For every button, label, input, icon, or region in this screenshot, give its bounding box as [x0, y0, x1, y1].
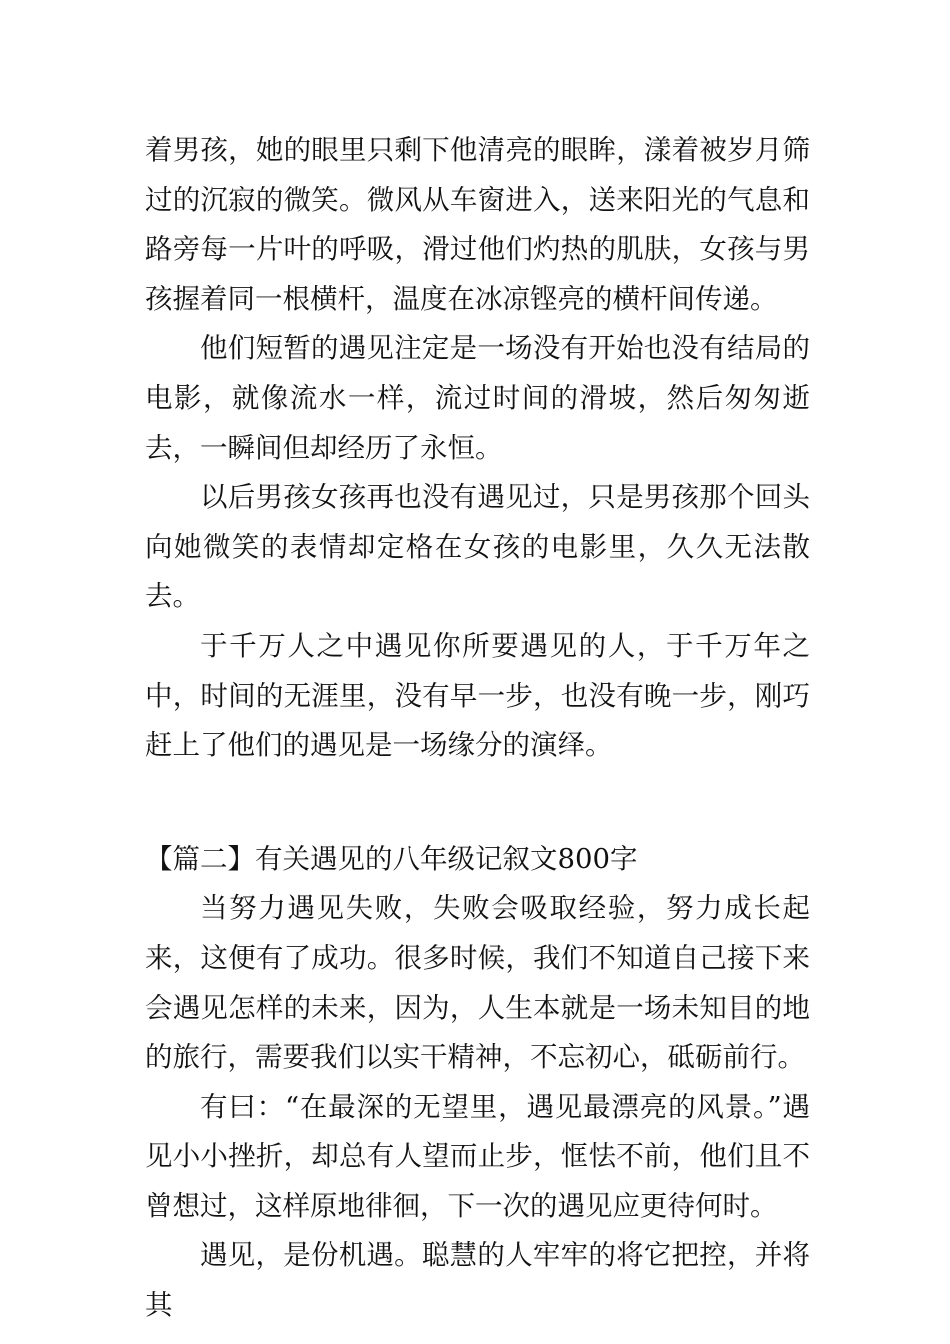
paragraph: 有曰：“在最深的无望里，遇见最漂亮的风景。”遇见小小挫折，却总有人望而止步，恇怯不前，他们且不曾想过，这样原地徘徊，下一次的遇见应更待何时。: [145, 1090, 810, 1222]
section-title: 【篇二】有关遇见的八年级记叙文800字: [145, 842, 638, 875]
paragraph: 以后男孩女孩再也没有遇见过，只是男孩那个回头向她微笑的表情却定格在女孩的电影里，久久无法散去。: [145, 481, 810, 613]
document-body: [145, 126, 810, 1331]
paragraph: 他们短暂的遇见注定是一场没有开始也没有结局的电影，就像流水一样，流过时间的滑坡，然后匆匆逝去，一瞬间但却经历了永恒。: [145, 332, 810, 464]
paragraph-truncated: 遇见，是份机遇。聪慧的人牢牢的将它把控，并将其: [145, 1239, 810, 1322]
paragraph: 于千万人之中遇见你所要遇见的人，于千万年之中，时间的无涯里，没有早一步，也没有晚一步，刚巧赶上了他们的遇见是一场缘分的演绎。: [145, 629, 810, 762]
paragraph-continued: 着男孩，她的眼里只剩下他清亮的眼眸，漾着被岁月筛过的沉寂的微笑。微风从车窗进入，送来阳光的气息和路旁每一片叶的呼吸，滑过他们灼热的肌肤，女孩与男孩握着同一根横杆，温度在冰凉铿亮的横杆间传递。: [145, 134, 810, 315]
paragraph: 当努力遇见失败，失败会吸取经验，努力成长起来，这便有了成功。很多时候，我们不知道自己接下来会遇见怎样的未来，因为，人生本就是一场未知目的地的旅行，需要我们以实干精神，不忘初心，砥砺前行。: [145, 892, 810, 1074]
